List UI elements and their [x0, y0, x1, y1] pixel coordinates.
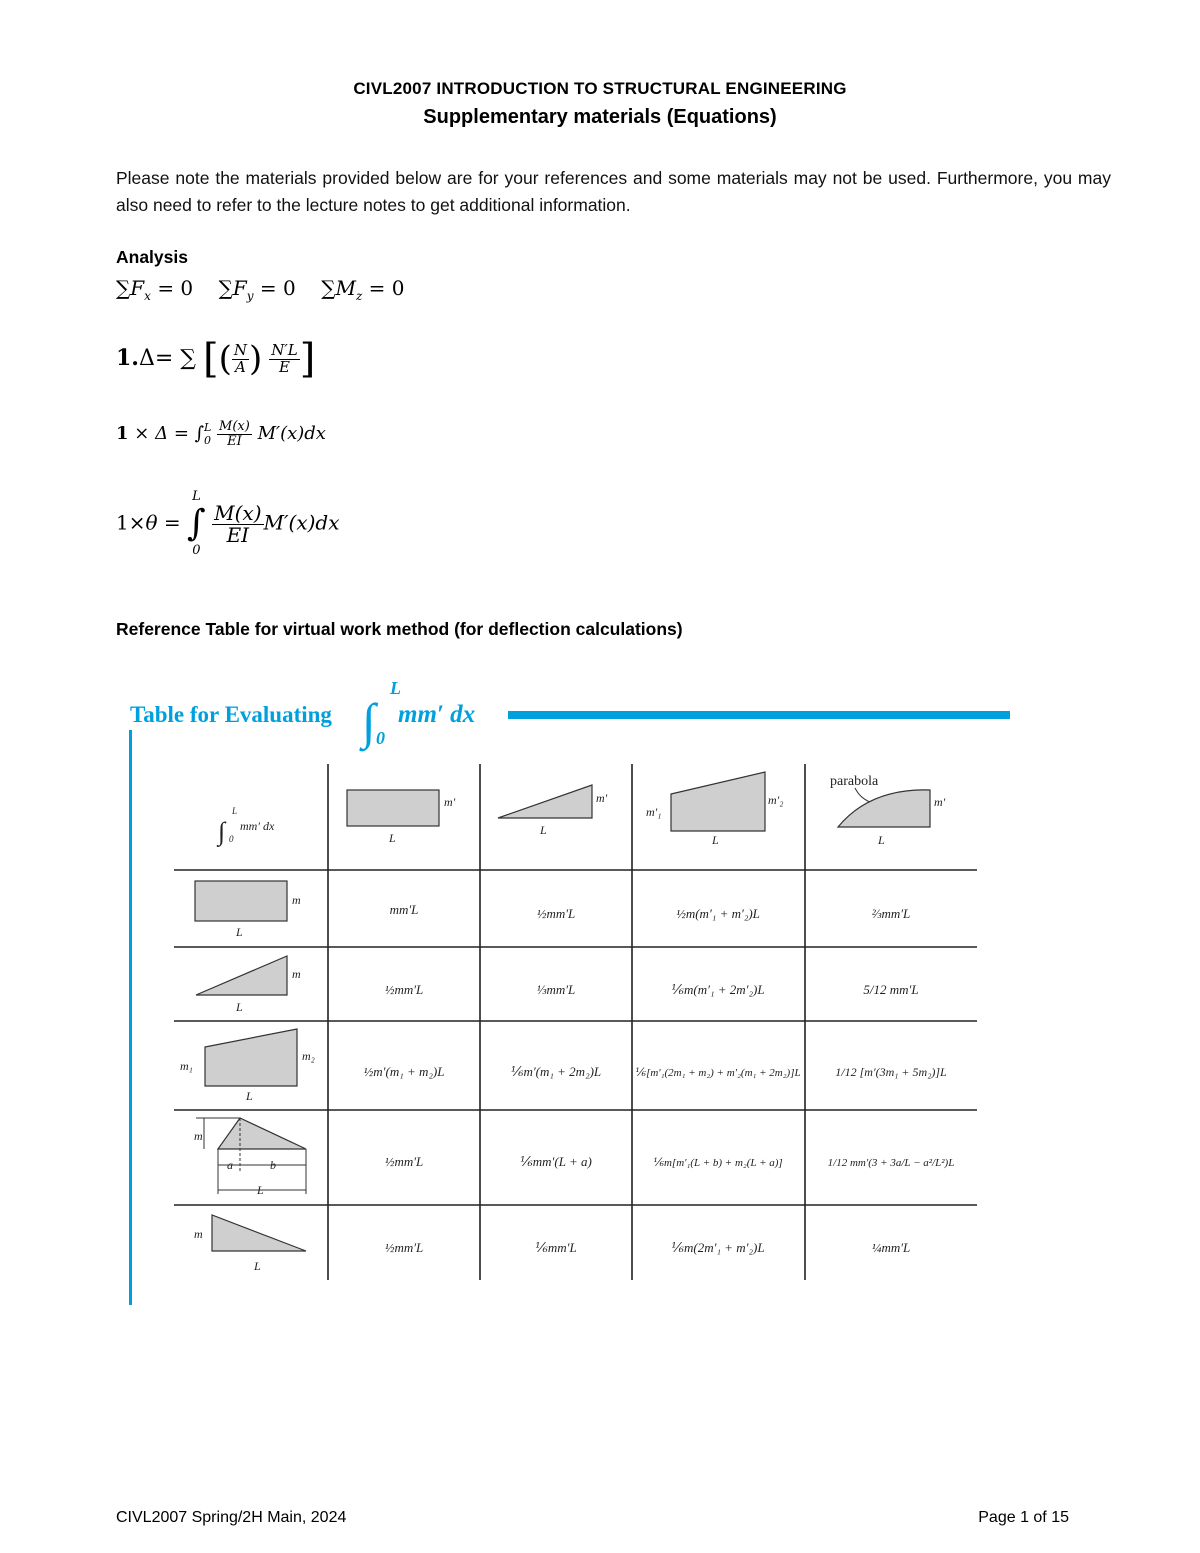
header-label-l3: L: [712, 833, 719, 847]
row5-label-m: m: [194, 1227, 203, 1241]
row2-label-m: m: [292, 967, 301, 981]
svg-text:∫: ∫: [218, 817, 226, 846]
row3-label-m2: m₂: [302, 1049, 315, 1063]
row1-label-m: m: [292, 893, 301, 907]
equilibrium-equations: $\sum F_x = 0$ $\sum F_y = 0$ $\sum M_z = 0$: [116, 276, 405, 303]
svg-text:L: L: [232, 806, 238, 816]
header-label-m4: m′: [934, 795, 946, 809]
header-label-m2-prime: m′₂: [768, 793, 784, 807]
cell-r2-c4: 5/12 mm′L: [863, 982, 919, 997]
truss-deflection-equation: 1.Δ= ∑ [( $\frac{N}{A}$ ) $\frac{N'L}{E}$ ]: [116, 336, 316, 382]
cell-r3-c2: ⅙m′(m₁ + 2m₂)L: [510, 1064, 602, 1079]
row1-label-l: L: [236, 925, 243, 939]
cell-r3-c4: 1/12 [m′(3m₁ + 5m₂)]L: [835, 1065, 947, 1079]
row3-trapezoid-shape: [205, 1029, 297, 1086]
row4-label-a: a: [227, 1158, 233, 1172]
row3-label-m1: m₁: [180, 1059, 193, 1073]
cell-r1-c1: mm′L: [389, 902, 419, 917]
footer-left: CIVL2007 Spring/2H Main, 2024: [116, 1509, 347, 1526]
row4-label-l: L: [257, 1183, 264, 1197]
reference-heading: Reference Table for virtual work method (for deflection calculations): [116, 619, 683, 639]
svg-text:L: L: [390, 678, 401, 698]
header-rectangle-shape: [347, 790, 439, 826]
header-parabola-shape: [838, 790, 930, 827]
row5-label-l: L: [254, 1259, 261, 1273]
table-grid: [174, 764, 977, 1280]
page-number: Page 1 of 15: [978, 1509, 1069, 1526]
header-label-l1: L: [389, 831, 396, 845]
cell-r4-c4: 1/12 mm′(3 + 3a/L − a²/L²)L: [827, 1157, 955, 1169]
beam-deflection-equation: 1 × Δ = ∫ L 0 $\frac{M(x)}{EI}$ M′(x)dx: [116, 419, 326, 449]
cell-r3-c3: ⅙[m′₁(2m₁ + m₂) + m′₂(m₁ + 2m₂)]L: [635, 1067, 801, 1079]
header-label-m1: m′: [444, 795, 456, 809]
cell-r4-c3: ⅙m[m′₁(L + b) + m₂(L + a)]: [653, 1157, 783, 1169]
cell-r4-c1: ½mm′L: [384, 1154, 424, 1169]
row2-triangle-shape: [196, 956, 287, 995]
row4-triangle-shape: [218, 1118, 306, 1149]
cell-r2-c1: ½mm′L: [384, 982, 424, 997]
svg-text:0: 0: [376, 728, 385, 748]
row4-label-m: m: [194, 1129, 203, 1143]
row3-label-l: L: [246, 1089, 253, 1103]
corner-integral: [216, 806, 275, 847]
cell-r3-c1: ½m′(m₁ + m₂)L: [363, 1064, 445, 1079]
header-label-l4: L: [878, 833, 885, 847]
page-subtitle: Supplementary materials (Equations): [423, 106, 777, 128]
header-label-l2: L: [540, 823, 547, 837]
cell-r2-c2: ⅓mm′L: [536, 982, 576, 997]
row2-label-l: L: [236, 1000, 243, 1014]
header-trapezoid-shape: [671, 772, 765, 831]
cell-r4-c2: ⅙mm′(L + a): [520, 1154, 592, 1169]
row1-rectangle-shape: [195, 881, 287, 921]
row5-triangle-shape: [212, 1215, 306, 1251]
parabola-label: parabola: [830, 774, 879, 789]
cell-r5-c2: ⅙mm′L: [535, 1240, 577, 1255]
svg-text:0: 0: [229, 834, 234, 844]
course-title: CIVL2007 INTRODUCTION TO STRUCTURAL ENGINEERING: [353, 79, 847, 98]
header-label-m1-prime: m′₁: [646, 805, 662, 819]
beam-rotation-equation: 1×θ = L ∫ 0 $\frac{M(x)}{EI}$ M′(x)dx: [116, 489, 340, 558]
table-title: Table for Evaluating: [130, 702, 332, 727]
header-triangle-shape: [498, 785, 592, 818]
virtual-work-table-figure: [0, 660, 1200, 1320]
cell-r1-c2: ½mm′L: [536, 906, 576, 921]
analysis-heading: Analysis: [116, 247, 188, 267]
cell-r2-c3: ⅙m(m′₁ + 2m′₂)L: [671, 982, 765, 997]
table-title-integral: [359, 678, 475, 752]
intro-paragraph: Please note the materials provided below are for your references and some materials may not be used. Furthermore, you may also need to refer to the lecture notes to get additional information.: [116, 168, 1111, 215]
cell-r5-c4: ¼mm′L: [871, 1240, 911, 1255]
title-rule: [508, 711, 1010, 719]
left-accent-rule: [129, 730, 132, 1305]
cell-r1-c4: ⅔mm′L: [871, 906, 911, 921]
svg-text:mm′ dx: mm′ dx: [398, 701, 476, 728]
cell-r5-c1: ½mm′L: [384, 1240, 424, 1255]
svg-text:∫: ∫: [362, 693, 376, 749]
row4-label-b: b: [270, 1158, 276, 1172]
cell-r1-c3: ½m(m′₁ + m′₂)L: [676, 906, 760, 921]
parabola-pointer: [855, 788, 870, 802]
cell-r5-c3: ⅙m(2m′₁ + m′₂)L: [671, 1240, 765, 1255]
header-label-m2: m′: [596, 791, 608, 805]
corner-integral-text: mm′ dx: [240, 819, 275, 833]
